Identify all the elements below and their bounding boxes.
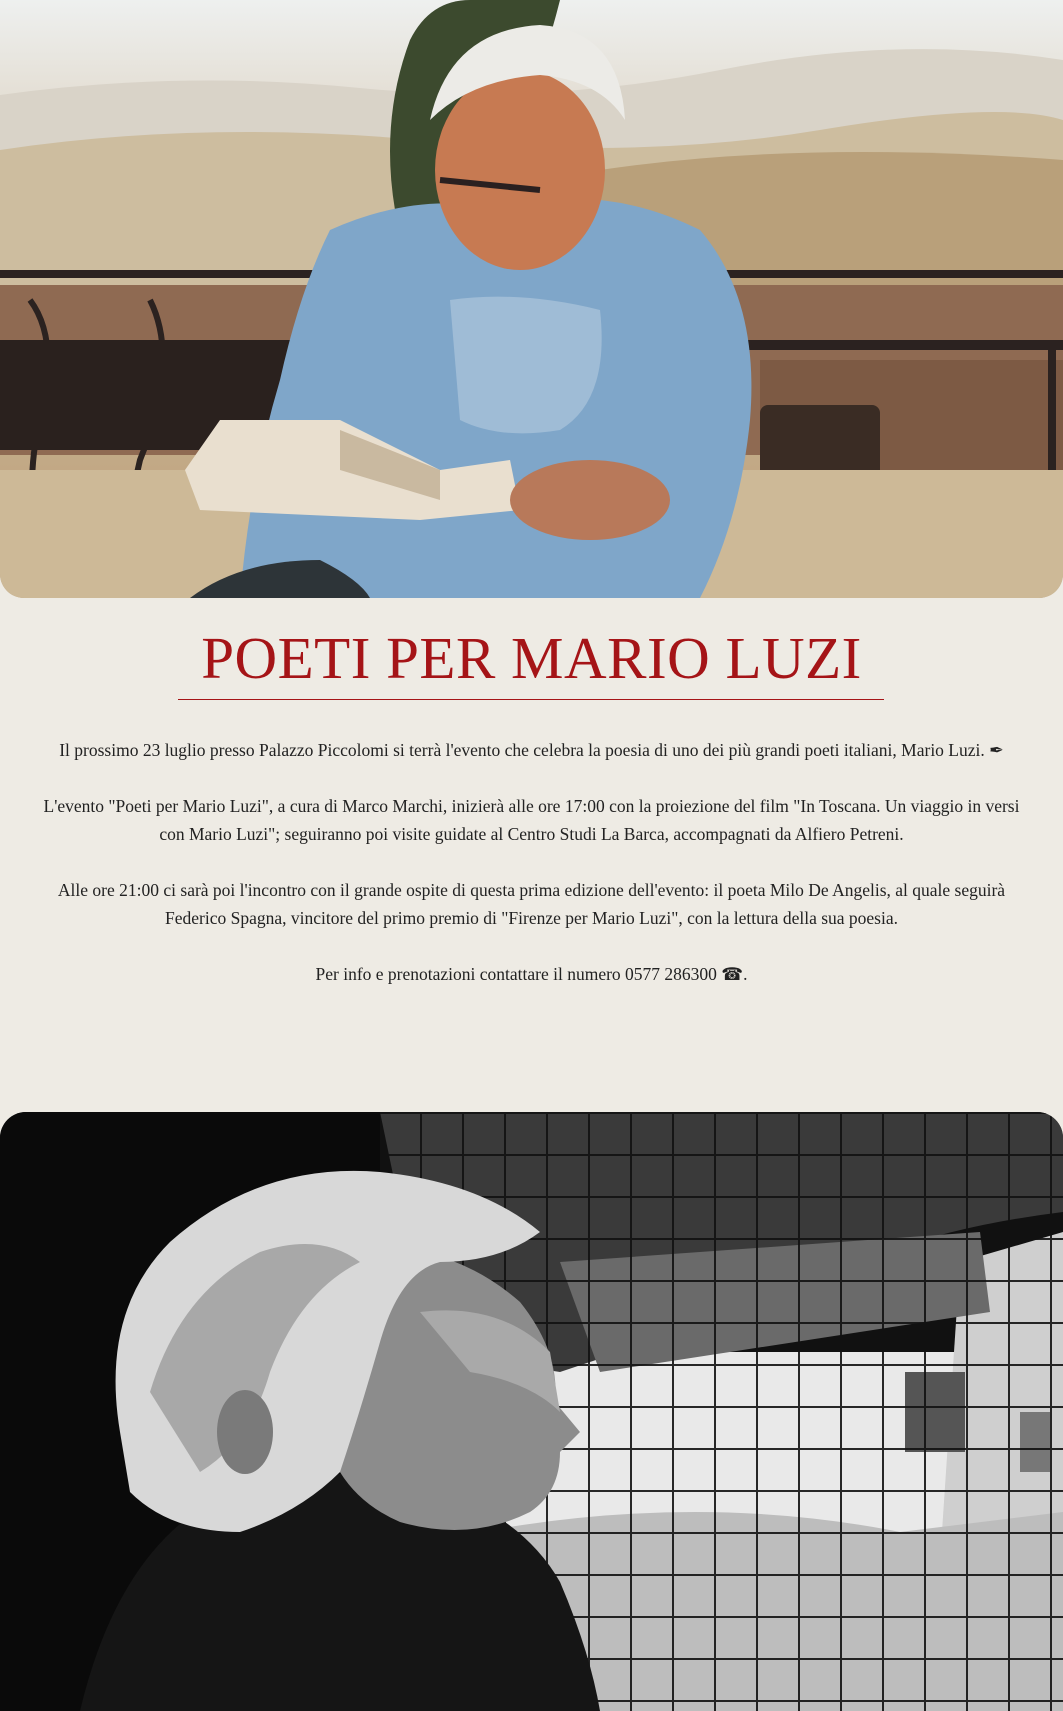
paragraph-evening: Alle ore 21:00 ci sarà poi l'incontro con il grande ospite di questa prima edizione dell'evento: il poeta Milo De Angelis, al quale seguirà Federico Spagna, vincitore del primo premio di "Firenze per Mario Luzi", con la lettura della sua poesia. <box>57 880 1006 928</box>
article-body <box>40 736 1023 1016</box>
photo-poet-portrait <box>0 1112 1063 1711</box>
paragraph-program: L'evento "Poeti per Mario Luzi", a cura di Marco Marchi, inizierà alle ore 17:00 con la proiezione del film "In Toscana. Un viaggio in versi con Mario Luzi"; seguiranno poi visite guidate al Centro Studi La Barca, accompagnati da Alfiero Petreni. <box>43 796 1020 844</box>
paragraph-intro: Il prossimo 23 luglio presso Palazzo Piccolomi si terrà l'evento che celebra la poesia di uno dei più grandi poeti italiani, Mario Luzi. ✒ <box>59 740 1004 760</box>
paragraph-contact: Per info e prenotazioni contattare il numero 0577 286300 ☎. <box>315 964 748 984</box>
title-divider <box>178 699 884 700</box>
article-title: POETI PER MARIO LUZI <box>201 625 862 691</box>
photo-man-reading <box>0 0 1063 598</box>
